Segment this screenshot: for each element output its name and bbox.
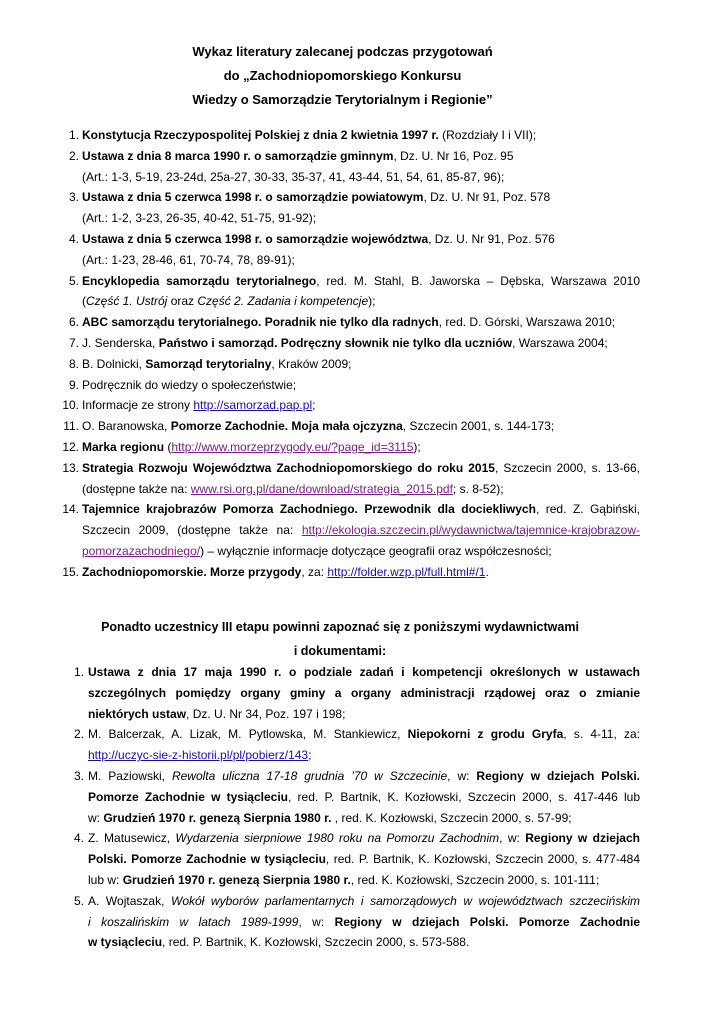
item-number: 2. (68, 148, 79, 163)
item-number: 2. (73, 727, 84, 742)
list-item: 5. Encyklopedia samorządu terytorialnego, red. M. Stahl, B. Jaworska – Dębska, Warszawa 2010 (Część 1. Ustrój oraz Część 2. Zadania i kompetencje); (60, 271, 640, 313)
item-number: 8. (68, 356, 79, 371)
list-item: 3. M. Paziowski, Rewolta uliczna 17-18 grudnia ’70 w Szczecinie, w: Regiony w dziejach Polski. Pomorze Zachodnie w tysiącleciu, red. P. Bartnik, K. Kozłowski, Szczecin 2000, s. 417-446 lub w: Grudzień 1970 r. genezą Sierpnia 1980 r. , red. K. Kozłowski, Szczecin 2000, s. 57-99; (60, 766, 640, 828)
additional-publications-list (60, 662, 640, 953)
list-item: 2. Ustawa z dnia 8 marca 1990 r. o samorządzie gminnym, Dz. U. Nr 16, Poz. 95 (Art.: 1-3, 5-19, 23-24d, 25a-27, 30-33, 35-37, 41, 43-44, 51, 54, 61, 85-87, 96); (60, 146, 640, 188)
morzeprzygody-link[interactable]: http://www.morzeprzygody.eu/?page_id=3115 (171, 439, 414, 454)
list-item: 6. ABC samorządu terytorialnego. Poradnik nie tylko dla radnych, red. D. Górski, Warszawa 2010; (60, 312, 640, 333)
list-item: 1. Konstytucja Rzeczypospolitej Polskiej z dnia 2 kwietnia 1997 r. (Rozdziały I i VII); (60, 125, 640, 146)
list-item: 15. Zachodniopomorskie. Morze przygody, za: http://folder.wzp.pl/full.html#/1. (60, 562, 640, 583)
item-number: 14. (62, 502, 79, 517)
ekologia-link-continued[interactable]: pomorzazachodniego/ (82, 543, 201, 558)
item-number: 7. (68, 335, 79, 350)
list-item: 5. A. Wojtaszak, Wokół wyborów parlamentarnych i samorządowych w województwach szczecińskim i koszalińskim w latach 1989-1999, w: Regiony w dziejach Polski. Pomorze Zachodnie w tysiącleciu, red. P. Bartnik, K. Kozłowski, Szczecin 2000, s. 573-588. (60, 891, 640, 953)
list-item: 1. Ustawa z dnia 17 maja 1990 r. o podziale zadań i kompetencji określonych w ustawach szczególnych pomiędzy organy gminy a organy administracji rządowej oraz o zmianie niektórych ustaw, Dz. U. Nr 34, Poz. 197 i 198; (60, 662, 640, 724)
strategia-link[interactable]: www.rsi.org.pl/dane/download/strategia_2015.pdf (190, 481, 453, 496)
item-number: 5. (68, 273, 79, 288)
item-number: 11. (63, 419, 79, 434)
list-item: 4. Z. Matusewicz, Wydarzenia sierpniowe 1980 roku na Pomorzu Zachodnim, w: Regiony w dziejach Polski. Pomorze Zachodnie w tysiącleciu, red. P. Bartnik, K. Kozłowski, Szczecin 2000, s. 477-484 lub w: Grudzień 1970 r. genezą Sierpnia 1980 r., red. K. Kozłowski, Szczecin 2000, s. 101-111; (60, 828, 640, 890)
list-item: 11. O. Baranowska, Pomorze Zachodnie. Moja mała ojczyzna, Szczecin 2001, s. 144-173; (60, 416, 640, 437)
list-item: 2. M. Balcerzak, A. Lizak, M. Pytlowska, M. Stankiewicz, Niepokorni z grodu Gryfa, s. 4-11, za: http://uczyc-sie-z-historii.pl/pl/pobierz/143; (60, 724, 640, 766)
item-number: 1. (68, 128, 79, 142)
samorzad-link[interactable]: http://samorzad.pap.pl (193, 398, 313, 413)
ekologia-link[interactable]: http://ekologia.szczecin.pl/wydawnictwa/tajemnice-krajobrazow- (301, 523, 640, 538)
item-number: 4. (73, 831, 84, 846)
folder-wzp-link[interactable]: http://folder.wzp.pl/full.html#/1 (327, 564, 486, 579)
item-number: 6. (68, 315, 79, 330)
list-item: 13. Strategia Rozwoju Województwa Zachodniopomorskiego do roku 2015, Szczecin 2000, s. 13-66, (dostępne także na: www.rsi.org.pl/dane/download/strategia_2015.pdf; s. 8-52); (60, 458, 640, 500)
item-number: 12. (62, 439, 79, 454)
item-number: 5. (73, 893, 84, 908)
title-line-2: do „Zachodniopomorskiego Konkursu (223, 68, 462, 83)
literature-list (60, 125, 640, 583)
list-item: 9. Podręcznik do wiedzy o społeczeństwie; (60, 375, 640, 396)
uczyc-sie-link[interactable]: http://uczyc-sie-z-historii.pl/pl/pobierz/143 (88, 748, 309, 763)
list-item: 8. B. Dolnicki, Samorząd terytorialny, Kraków 2009; (60, 354, 640, 375)
item-number: 1. (73, 665, 84, 679)
item-number: 3. (73, 768, 84, 783)
list-item: 12. Marka regionu (http://www.morzeprzygody.eu/?page_id=3115); (60, 437, 640, 458)
list-item: 4. Ustawa z dnia 5 czerwca 1998 r. o samorządzie województwa, Dz. U. Nr 91, Poz. 576 (Art.: 1-23, 28-46, 61, 70-74, 78, 89-91); (60, 229, 640, 271)
title-line-1: Wykaz literatury zalecanej podczas przygotowań (192, 44, 493, 59)
item-number: 9. (68, 377, 79, 392)
item-number: 4. (68, 231, 79, 246)
page-title (60, 40, 625, 112)
list-item: 10. Informacje ze strony http://samorzad.pap.pl; (60, 395, 640, 416)
list-item: 14. Tajemnice krajobrazów Pomorza Zachodniego. Przewodnik dla dociekliwych, red. Z. Gąbiński, Szczecin 2009, (dostępne także na: http://ekologia.szczecin.pl/wydawnictwa/tajemnice-krajobrazow- pomorzazachodniego/) – wyłącznie informacje dotyczące geografii oraz współczesności; (60, 499, 640, 561)
item-number: 15. (62, 564, 79, 579)
item-number: 10. (62, 398, 79, 413)
item-number: 13. (62, 460, 79, 475)
title-line-3: Wiedzy o Samorządzie Terytorialnym i Regionie” (192, 92, 493, 107)
item-number: 3. (68, 190, 79, 205)
list-item: 3. Ustawa z dnia 5 czerwca 1998 r. o samorządzie powiatowym, Dz. U. Nr 91, Poz. 578 (Art.: 1-2, 3-23, 26-35, 40-42, 51-75, 91-92); (60, 187, 640, 229)
list-item: 7. J. Senderska, Państwo i samorząd. Podręczny słownik nie tylko dla uczniów, Warszawa 2004; (60, 333, 640, 354)
section-heading: Ponadto uczestnicy III etapu powinni zapoznać się z poniższymi wydawnictwami i dokumentami: (101, 620, 579, 658)
